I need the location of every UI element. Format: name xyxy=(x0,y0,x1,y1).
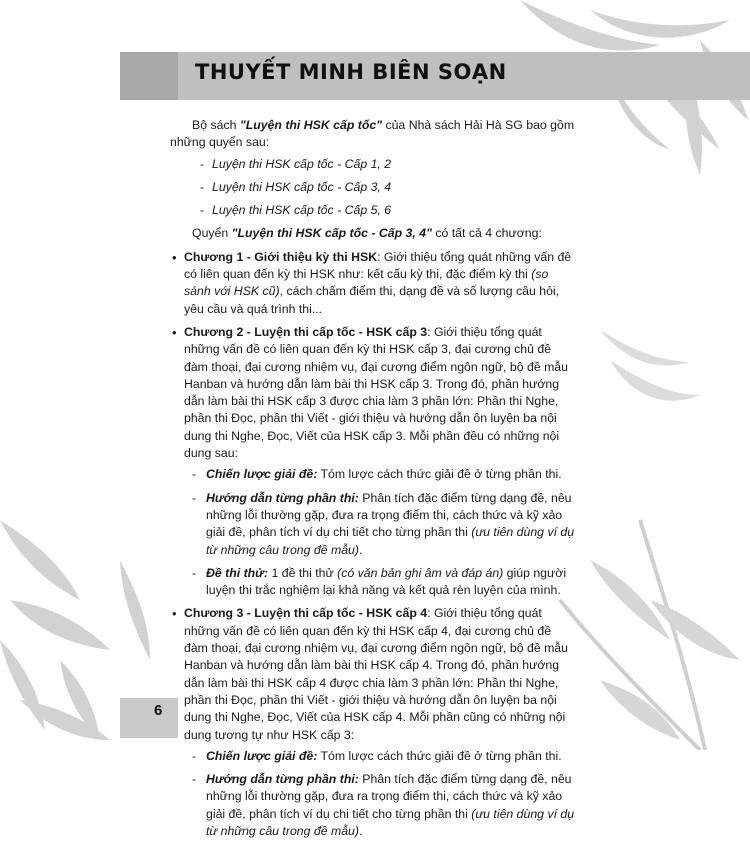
header-band-accent xyxy=(120,52,178,100)
sub-heading: Đề thi thử: xyxy=(206,565,269,580)
sub-item xyxy=(184,466,578,483)
chapter-3 xyxy=(170,605,578,840)
chapters-intro-suffix: có tất cả 4 chương: xyxy=(431,226,542,241)
sub-italic: (ưu tiên dùng ví dụ từ những câu trong đề mẫu) xyxy=(206,525,575,557)
sub-text: Phân tích đặc điểm từng dạng đề, nêu những lỗi thường gặp, đưa ra trọng điểm thi, cách thức và kỹ xảo giải đề, phân tích ví dụ chi tiết cho từng phần thi xyxy=(206,772,572,821)
chapter-text-after: , cách chấm điểm thi, dạng đề và số lượng câu hỏi, yêu cầu và quá trình thi... xyxy=(184,284,560,316)
sub-heading: Chiến lược giải đề: xyxy=(206,467,318,482)
sub-item xyxy=(184,748,578,765)
chapter-heading: Chương 3 - Luyện thi cấp tốc - HSK cấp 4 xyxy=(184,606,428,621)
chapter-list xyxy=(170,249,578,841)
sub-item xyxy=(184,490,578,559)
sub-text-after: giúp người luyện thi trắc nghiệm lại khả năng và kết quả rèn luyện của mình. xyxy=(206,565,567,598)
sub-italic: (có văn bản ghi âm và đáp án) xyxy=(337,565,504,580)
sub-text: Tóm lược cách thức giải đề ở từng phần thi. xyxy=(317,748,562,763)
sub-heading: Chiến lược giải đề: xyxy=(206,748,318,763)
sub-text: Phân tích đặc điểm từng dạng đề, nêu những lỗi thường gặp, đưa ra trọng điểm thi, cách thức và kỹ xảo giải đề, phân tích ví dụ chi tiết cho từng phần thi xyxy=(206,490,572,540)
sub-text-after: . xyxy=(359,823,363,838)
sub-heading: Hướng dẫn từng phần thi: xyxy=(206,772,359,787)
series-name: "Luyện thi HSK cấp tốc" xyxy=(239,118,383,132)
intro-paragraph xyxy=(170,117,578,152)
sub-heading: Hướng dẫn từng phần thi: xyxy=(206,490,359,505)
book-item: - Luyện thi HSK cấp tốc - Cấp 3, 4 xyxy=(170,179,578,196)
chapter-text: : Giới thiệu tổng quát những vấn đề có liên quan đến kỳ thi HSK cấp 3, đại cương chủ đề đàm thoại, đại cương nhiệm vụ, đại cương điểm ngôn ngữ, bộ đề mẫu Hanban và hướng dẫn làm bài thi HSK cấp 3. Trong đó, phần hướng dẫn làm bài thi HSK cấp 3 được chia làm 3 phần lớn: Phần thi Nghe, phần thi Đọc, phần thi Viết - giới thiệu và hướng dẫn ôn luyện ba nội dung thi Nghe, Đọc, Viết của HSK cấp 3. Mỗi phần đều có những nội dung sau: xyxy=(184,324,568,461)
intro-suffix: của Nhà sách Hải Hà SG bao gồm những quyển sau: xyxy=(170,118,575,150)
sub-item xyxy=(184,771,578,840)
chapter-heading: Chương 1 - Giới thiệu kỳ thi HSK xyxy=(184,249,378,264)
page-title: THUYẾT MINH BIÊN SOẠN xyxy=(195,60,507,84)
chapters-intro-prefix: Quyển xyxy=(192,226,232,241)
book-name: "Luyện thi HSK cấp tốc - Cấp 3, 4" xyxy=(231,226,432,241)
chapter-1 xyxy=(170,249,578,318)
book-item: - Luyện thi HSK cấp tốc - Cấp 1, 2 xyxy=(170,156,578,173)
chapter-text: : Giới thiệu tổng quát những vấn đề có liên quan đến kỳ thi HSK như: kết cấu kỳ thi, đặc điểm kỳ thi xyxy=(184,249,572,282)
sub-item xyxy=(184,565,578,600)
chapter-text: : Giới thiệu tổng quát những vấn đề có liên quan đến kỳ thi HSK cấp 4, đại cương chủ đề đàm thoại, đại cương nhiệm vụ, đại cương điểm ngôn ngữ, bộ đề mẫu Hanban và hướng dẫn làm bài thi HSK cấp 4. Trong đó, phần hướng dẫn làm bài thi HSK cấp 4 được chia làm 3 phần lớn: Phần thi Nghe, phần thi Đọc, phần thi Viết - giới thiệu và hướng dẫn ôn luyện ba nội dung thi Nghe, Đọc, Viết của HSK cấp 4. Mỗi phần cũng có những nội dung tương tự như HSK cấp 3: xyxy=(184,606,568,742)
chapter-2 xyxy=(170,324,578,599)
chapters-intro xyxy=(170,225,578,242)
sub-text-after: . xyxy=(359,542,363,557)
chapter-italic: (so sánh với HSK cũ) xyxy=(184,267,549,299)
page-content xyxy=(170,117,578,846)
book-item: - Luyện thi HSK cấp tốc - Cấp 5, 6 xyxy=(170,202,578,219)
sub-list xyxy=(184,748,578,840)
chapter-heading: Chương 2 - Luyện thi cấp tốc - HSK cấp 3 xyxy=(184,324,428,339)
book-list xyxy=(170,156,578,220)
sub-text: Tóm lược cách thức giải đề ở từng phần thi. xyxy=(317,467,562,482)
page-number-box xyxy=(120,698,178,738)
sub-list xyxy=(184,466,578,599)
sub-text: 1 đề thi thử xyxy=(268,565,338,580)
sub-italic: (ưu tiên dùng ví dụ từ những câu trong đề mẫu) xyxy=(206,806,575,838)
intro-prefix: Bộ sách xyxy=(192,118,240,132)
page-number: 6 xyxy=(154,702,163,719)
